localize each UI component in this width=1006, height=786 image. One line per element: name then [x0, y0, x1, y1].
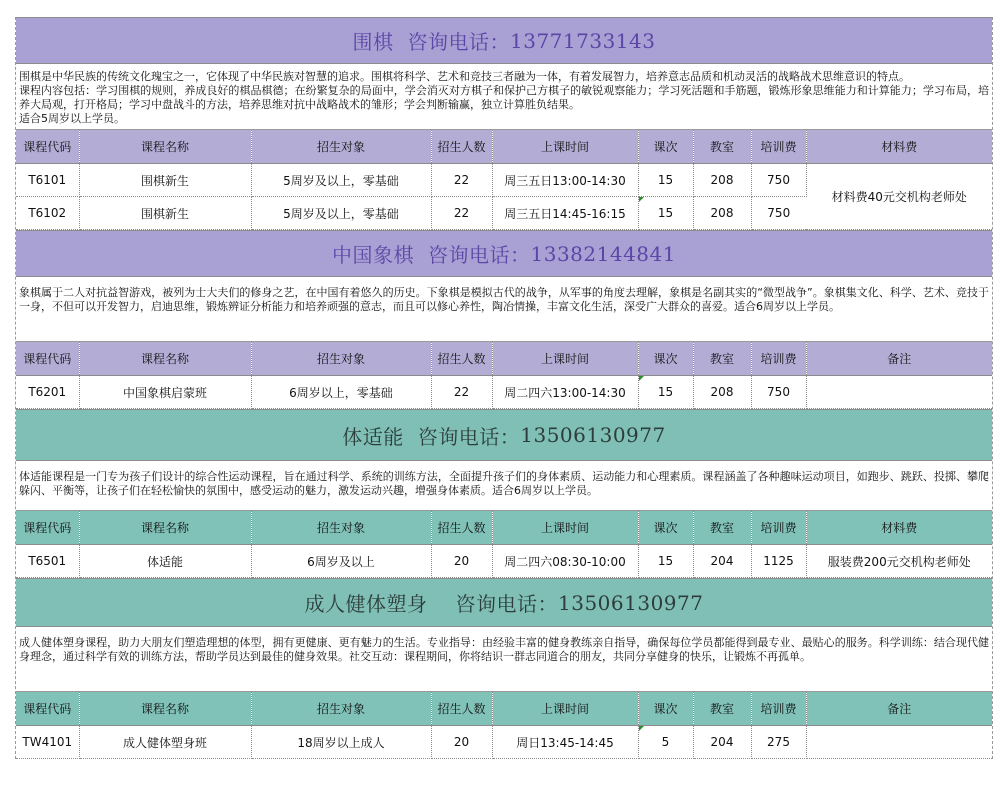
cell-fee: 750: [751, 197, 806, 230]
cell-fee: 750: [751, 376, 806, 409]
col-remark: 备注: [806, 692, 992, 726]
course-table-weiqi: [16, 130, 992, 230]
cell-code: T6101: [16, 164, 79, 197]
phone-number: 13506130977: [520, 423, 666, 447]
cell-time: 周三五日14:45-16:15: [492, 197, 638, 230]
cell-quota: 22: [431, 197, 492, 230]
cell-material-note: 服装费200元交机构老师处: [806, 545, 992, 578]
cell-code: T6501: [16, 545, 79, 578]
col-fee: 培训费: [751, 342, 806, 376]
cell-sessions: 15: [638, 545, 693, 578]
phone-number: 13382144841: [530, 241, 676, 266]
col-room: 教室: [693, 130, 751, 164]
col-code: 课程代码: [16, 342, 79, 376]
cell-name: 中国象棋启蒙班: [79, 376, 251, 409]
col-room: 教室: [693, 511, 751, 545]
col-room: 教室: [693, 342, 751, 376]
cell-name: 体适能: [79, 545, 251, 578]
cell-room: 208: [693, 376, 751, 409]
cell-room: 204: [693, 545, 751, 578]
section-description: 体适能课程是一门专为孩子们设计的综合性运动课程，旨在通过科学、系统的训练方法，全面提升孩子们的身体素质、运动能力和心理素质。课程涵盖了各种趣味运动项目，如跑步、跳跃、投掷、攀爬躲闪、平衡等，让孩子们在轻松愉快的氛围中，感受运动的魅力，激发运动兴趣，增强身体素质。适合6周岁以上学员。: [16, 461, 992, 511]
section-name: 体适能: [342, 424, 404, 449]
cell-remark: [806, 376, 992, 409]
col-quota: 招生人数: [431, 511, 492, 545]
cell-quota: 20: [431, 726, 492, 759]
col-sessions: 课次: [638, 511, 693, 545]
cell-code: T6102: [16, 197, 79, 230]
cell-sessions: 15: [638, 197, 693, 230]
cell-room: 208: [693, 164, 751, 197]
cell-name: 围棋新生: [79, 164, 251, 197]
cell-fee: 750: [751, 164, 806, 197]
cell-fee: 275: [751, 726, 806, 759]
col-code: 课程代码: [16, 511, 79, 545]
cell-sessions: 5: [638, 726, 693, 759]
cell-time: 周三五日13:00-14:30: [492, 164, 638, 197]
col-time: 上课时间: [492, 692, 638, 726]
table-header: [16, 130, 992, 164]
cell-target: 5周岁及以上，零基础: [251, 164, 431, 197]
col-fee: 培训费: [751, 692, 806, 726]
col-name: 课程名称: [79, 130, 251, 164]
table-header: [16, 511, 992, 545]
col-sessions: 课次: [638, 692, 693, 726]
cell-time: 周日13:45-14:45: [492, 726, 638, 759]
section-description: 象棋属于二人对抗益智游戏，被列为士大夫们的修身之艺，在中国有着悠久的历史。下象棋是模拟古代的战争，从军事的角度去理解，象棋是名副其实的“微型战争”。象棋集文化、科学、艺术、竞技于一身，不但可以开发智力，启迪思维，锻炼辨证分析能力和培养顽强的意志，而且可以修心养性，陶冶情操，丰富文化生活，深受广大群众的喜爱。适合6周岁以上学员。: [16, 277, 992, 342]
cell-target: 6周岁及以上: [251, 545, 431, 578]
col-code: 课程代码: [16, 692, 79, 726]
table-header: [16, 342, 992, 376]
col-sessions: 课次: [638, 342, 693, 376]
col-time: 上课时间: [492, 130, 638, 164]
section-name: 中国象棋: [332, 243, 414, 267]
col-quota: 招生人数: [431, 692, 492, 726]
section-title-fitness: [16, 409, 992, 461]
phone-label: 咨询电话：: [417, 424, 521, 449]
cell-quota: 20: [431, 545, 492, 578]
col-target: 招生对象: [251, 511, 431, 545]
table-row: [16, 545, 992, 578]
table-header: [16, 692, 992, 726]
col-quota: 招生人数: [431, 130, 492, 164]
section-name: 成人健体塑身: [304, 592, 428, 616]
course-sheet: [15, 17, 993, 759]
course-table-adult-fitness: [16, 692, 992, 759]
phone-number: 13771733143: [510, 28, 656, 53]
col-time: 上课时间: [492, 511, 638, 545]
cell-sessions: 15: [638, 376, 693, 409]
phone-label: 咨询电话：: [407, 30, 510, 54]
col-time: 上课时间: [492, 342, 638, 376]
section-title-xiangqi: [16, 230, 992, 277]
phone-number: 13506130977: [558, 590, 704, 615]
cell-fee: 1125: [751, 545, 806, 578]
col-remark: 备注: [806, 342, 992, 376]
col-name: 课程名称: [79, 511, 251, 545]
section-description: 围棋是中华民族的传统文化瑰宝之一，它体现了中华民族对智慧的追求。围棋将科学、艺术和竞技三者融为一体，有着发展智力，培养意志品质和机动灵活的战略战术思维意识的特点。 课程内容包括：学习围棋的规则，养成良好的棋品棋德；在纷繁复杂的局面中，学会消灭对方棋子和保护己方棋子的敏锐观察能力；学习死活题和手筋题，锻炼形象思维能力和计算能力；学习布局，培养大局观，打开格局；学习中盘战斗的方法，培养思维对抗中战略战术的雏形；学会判断输赢，独立计算胜负结果。 适合5周岁以上学员。: [16, 64, 992, 130]
col-name: 课程名称: [79, 692, 251, 726]
cell-target: 5周岁及以上，零基础: [251, 197, 431, 230]
col-quota: 招生人数: [431, 342, 492, 376]
table-row: [16, 726, 992, 759]
table-row: [16, 164, 992, 197]
cell-room: 208: [693, 197, 751, 230]
col-target: 招生对象: [251, 130, 431, 164]
cell-target: 18周岁以上成人: [251, 726, 431, 759]
section-description: 成人健体塑身课程，助力大朋友们塑造理想的体型，拥有更健康、更有魅力的生活。专业指导：由经验丰富的健身教练亲自指导，确保每位学员都能得到最专业、最贴心的服务。科学训练：结合现代健身理念，通过科学有效的训练方法，帮助学员达到最佳的健身效果。社交互动：课程期间，你将结识一群志同道合的朋友，共同分享健身的快乐，让锻炼不再孤单。: [16, 627, 992, 692]
col-target: 招生对象: [251, 342, 431, 376]
cell-target: 6周岁以上，零基础: [251, 376, 431, 409]
section-name: 围棋: [352, 30, 394, 54]
cell-code: T6201: [16, 376, 79, 409]
cell-remark: [806, 726, 992, 759]
course-table-fitness: [16, 511, 992, 578]
col-fee: 培训费: [751, 511, 806, 545]
phone-label: 咨询电话：: [428, 243, 531, 267]
phone-label: 咨询电话：: [455, 592, 558, 616]
cell-quota: 22: [431, 376, 492, 409]
cell-sessions: 15: [638, 164, 693, 197]
col-target: 招生对象: [251, 692, 431, 726]
col-sessions: 课次: [638, 130, 693, 164]
col-material: 材料费: [806, 511, 992, 545]
col-code: 课程代码: [16, 130, 79, 164]
course-table-xiangqi: [16, 342, 992, 409]
cell-name: 围棋新生: [79, 197, 251, 230]
col-room: 教室: [693, 692, 751, 726]
cell-name: 成人健体塑身班: [79, 726, 251, 759]
section-title-weiqi: [16, 17, 992, 64]
table-row: [16, 376, 992, 409]
section-title-adult-fitness: [16, 578, 992, 627]
cell-room: 204: [693, 726, 751, 759]
col-name: 课程名称: [79, 342, 251, 376]
col-fee: 培训费: [751, 130, 806, 164]
cell-material-note: 材料费40元交机构老师处: [806, 164, 992, 230]
cell-quota: 22: [431, 164, 492, 197]
col-material: 材料费: [806, 130, 992, 164]
cell-code: TW4101: [16, 726, 79, 759]
cell-time: 周二四六13:00-14:30: [492, 376, 638, 409]
cell-time: 周二四六08:30-10:00: [492, 545, 638, 578]
